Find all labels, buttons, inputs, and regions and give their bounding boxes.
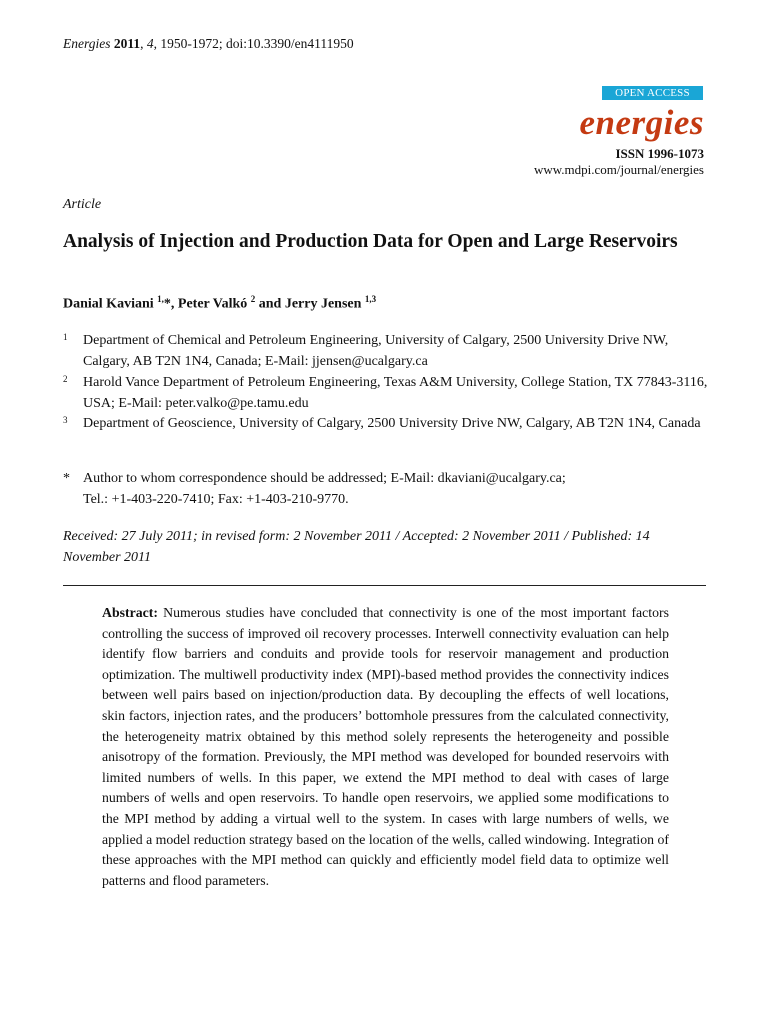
author-affil-ref: 1,3 xyxy=(364,294,377,304)
citation-year: 2011 xyxy=(113,36,141,51)
author-name: Jerry Jensen xyxy=(284,296,365,312)
author-affil-ref: 1, xyxy=(157,294,164,304)
journal-logo: energies xyxy=(579,103,704,142)
citation-volume: 4 xyxy=(146,36,154,51)
section-divider xyxy=(63,585,706,586)
journal-url[interactable]: www.mdpi.com/journal/energies xyxy=(533,162,704,177)
journal-name: Energies xyxy=(63,36,111,51)
author-name: Peter Valkó xyxy=(177,296,251,312)
author-separator: and xyxy=(255,296,285,312)
affiliation-text: Harold Vance Department of Petroleum Engineering, Texas A&M University, College Station, TX 77843-3116, USA; E-Mail: peter.valko@pe.tamu.edu xyxy=(83,375,708,411)
open-access-badge: OPEN ACCESS xyxy=(602,86,703,100)
correspondence-line: Author to whom correspondence should be addressed; E-Mail: dkaviani@ucalgary.ca; xyxy=(83,471,566,486)
author-list xyxy=(63,294,376,313)
affiliation-number: 2 xyxy=(63,374,68,384)
affiliation-text: Department of Geoscience, University of Calgary, 2500 University Drive NW, Calgary, AB T2N 1N4, Canada xyxy=(83,416,701,431)
author-affil-ref: 2 xyxy=(250,294,256,304)
affiliation xyxy=(63,414,708,435)
correspondence-mark: * xyxy=(63,471,70,486)
abstract xyxy=(102,603,669,891)
abstract-label: Abstract: xyxy=(102,605,158,620)
author-separator: *, xyxy=(163,296,178,312)
publication-dates: Received: 27 July 2011; in revised form: 2 November 2011 / Accepted: 2 November 2011 / Published: 14 November 2011 xyxy=(63,529,650,565)
affiliation xyxy=(63,331,708,372)
article-type: Article xyxy=(63,197,102,212)
affiliation-number: 3 xyxy=(63,415,68,425)
author-name: Danial Kaviani xyxy=(63,296,158,312)
correspondence-contact: Tel.: +1-403-220-7410; Fax: +1-403-210-9770. xyxy=(83,491,349,507)
citation-line: Energies 2011, 4, 1950-1972; doi:10.3390/en4111950 xyxy=(63,36,354,51)
issn: ISSN 1996-1073 xyxy=(615,146,704,161)
affiliation-text: Department of Chemical and Petroleum Engineering, University of Calgary, 2500 University Drive NW, Calgary, AB T2N 1N4, Canada; E-Mail: jjensen@ucalgary.ca xyxy=(83,333,669,369)
paper-title: Analysis of Injection and Production Data for Open and Large Reservoirs xyxy=(63,231,678,252)
affiliation-number: 1 xyxy=(63,332,68,342)
abstract-text: Numerous studies have concluded that connectivity is one of the most important factors controlling the success of improved oil recovery processes. Interwell connectivity evaluation can help identify flow barriers and conduits and provide tools for reservoir management and production optimization. The multiwell productivity index (MPI)-based method provides the connectivity indices between well pairs based on injection/production data. By decoupling the effects of well locations, skin factors, injection rates, and the producers’ bottomhole pressures from the calculated connectivity, the heterogeneity matrix obtained by this method solely represents the heterogeneity and possible anisotropy of the formation. Previously, the MPI method was developed for bounded reservoirs with limited numbers of wells. In this paper, we extend the MPI method to deal with cases of large numbers of wells and open reservoirs. To handle open reservoirs, we applied some modifications to the MPI method by adding a virtual well to the system. In cases with large numbers of wells, we applied a model reduction strategy based on the location of the wells, called windowing. Integration of these approaches with the MPI method can quickly and efficiently model field data to optimize well patterns and flood parameters. xyxy=(102,605,669,888)
affiliation xyxy=(63,373,708,414)
correspondence-note xyxy=(63,469,708,510)
citation-pages-doi: , 1950-1972; doi:10.3390/en4111950 xyxy=(153,36,354,51)
